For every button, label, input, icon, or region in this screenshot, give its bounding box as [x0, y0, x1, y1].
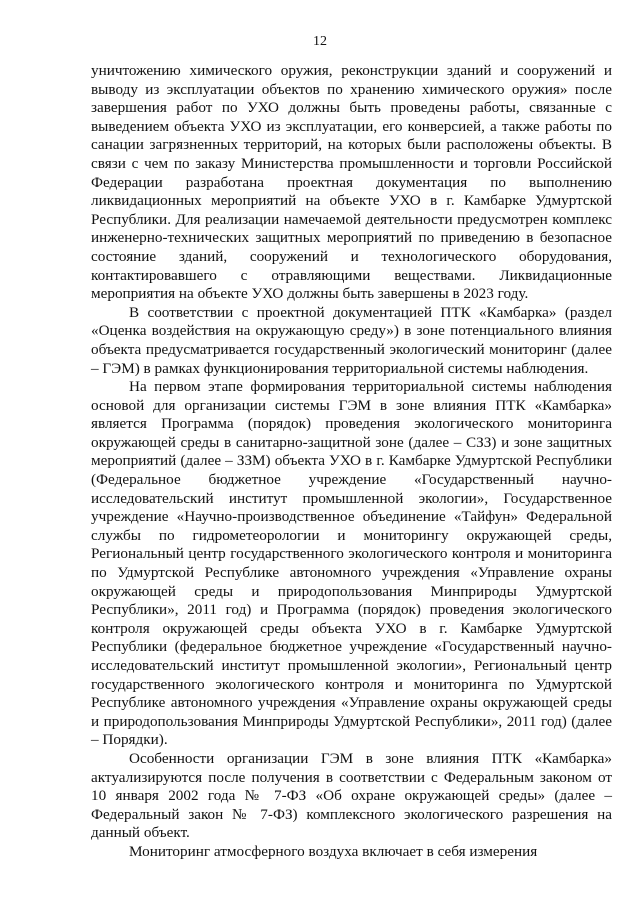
paragraph-air-monitoring: Мониторинг атмосферного воздуха включает в себя измерения: [129, 842, 538, 860]
paragraph-intro-continuation: уничтожению химического оружия, реконструкции зданий и сооружений и выводу из эксплуатации объектов по хранению химического оружия» после завершения работ по УХО должны быть проведены работы, связанные с выведением объекта УХО из эксплуатации, его конверсией, а также работы по санации загрязненных территорий, на которых были расположены объекты. В связи с чем по заказу Министерства промышленности и торговли Российской Федерации разработана проектная документация по выполнению ликвидационных мероприятий на объекте УХО в г. Камбарке Удмуртской Республики. Для реализации намечаемой деятельности предусмотрен комплекс инженерно-технических защитных мероприятий по приведению в безопасное состояние зданий, сооружений и технологического оборудования, контактировавшего с отравляющими веществами. Ликвидационные мероприятия на объекте УХО должны быть завершены в 2023 году.: [91, 62, 612, 303]
paragraph-project-documentation: В соответствии с проектной документацией ПТК «Камбарка» (раздел «Оценка воздействия на окружающую среду») в зоне потенциального влияния объекта предусматривается государственный экологический мониторинг (далее – ГЭМ) в рамках функционирования территориальной системы наблюдения.: [91, 303, 612, 377]
page-number: 12: [313, 34, 327, 49]
paragraph-first-stage: На первом этапе формирования территориальной системы наблюдения основой для организации системы ГЭМ в зоне влияния ПТК «Камбарка» является Программа (порядок) проведения экологического мониторинга окружающей среды в санитарно-защитной зоне (далее – СЗЗ) и зоне защитных мероприятий (далее – ЗЗМ) объекта УХО в г. Камбарке Удмуртской Республики (Федеральное бюджетное учреждение «Государственный научно-исследовательский институт промышленной экологии», Государственное учреждение «Научно-производственное объединение «Тайфун» Федеральной службы по гидрометеорологии и мониторингу окружающей среды, Региональный центр государственного экологического контроля и мониторинга по Удмуртской Республике автономного учреждения «Управление охраны окружающей среды и природопользования Минприроды Удмуртской Республики», 2011 год) и Программа (порядок) проведения экологического контроля окружающей среды объекта УХО в г. Камбарке Удмуртской Республики (федеральное бюджетное учреждение «Государственный научно-исследовательский институт промышленной экологии», Региональный центр государственного экологического контроля и мониторинга по Удмуртской Республике автономного учреждения «Управление охраны окружающей среды и природопользования Минприроды Удмуртской Республики», 2011 год) (далее – Порядки).: [91, 378, 612, 749]
body-text: [91, 62, 612, 862]
paragraph-gem-features: Особенности организации ГЭМ в зоне влияния ПТК «Камбарка» актуализируются после получения в соответствии с Федеральным законом от 10 января 2002 года № 7-ФЗ «Об охране окружающей среды» (далее – Федеральный закон № 7-ФЗ) комплексного экологического разрешения на данный объект.: [91, 749, 612, 842]
